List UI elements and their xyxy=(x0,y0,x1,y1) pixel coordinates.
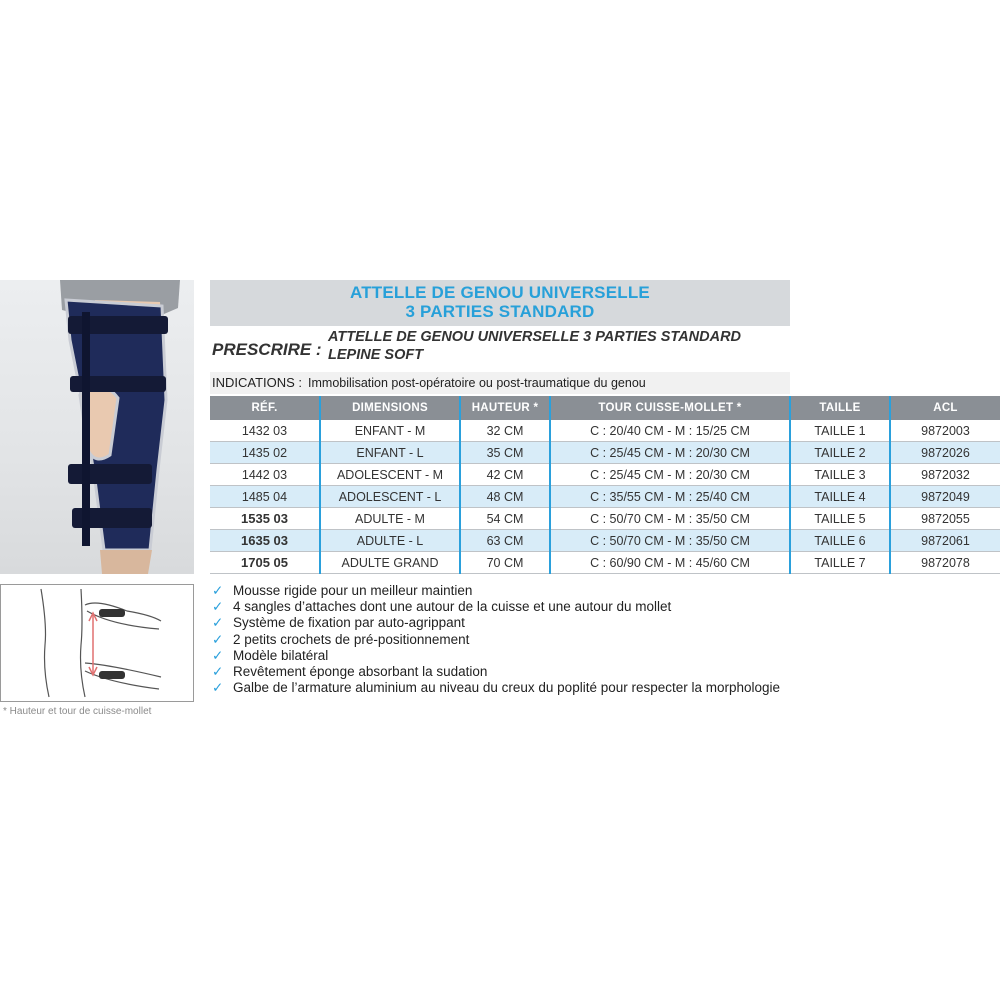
cell-ref: 1435 02 xyxy=(210,442,320,464)
check-icon: ✓ xyxy=(212,631,224,647)
header-acl: ACL xyxy=(890,396,1000,420)
cell-dimensions: ADULTE - L xyxy=(320,530,460,552)
cell-tour: C : 25/45 CM - M : 20/30 CM xyxy=(550,442,790,464)
cell-acl: 9872049 xyxy=(890,486,1000,508)
cell-taille: TAILLE 6 xyxy=(790,530,890,552)
cell-hauteur: 63 CM xyxy=(460,530,550,552)
cell-dimensions: ENFANT - L xyxy=(320,442,460,464)
feature-text: 4 sangles d’attaches dont une autour de la cuisse et une autour du mollet xyxy=(233,599,672,615)
list-item xyxy=(212,648,780,664)
indications-label: INDICATIONS : xyxy=(212,375,303,390)
cell-tour: C : 25/45 CM - M : 20/30 CM xyxy=(550,464,790,486)
prescrire-text xyxy=(328,328,741,364)
cell-tour: C : 20/40 CM - M : 15/25 CM xyxy=(550,420,790,442)
measurement-illustration xyxy=(0,584,194,702)
check-icon: ✓ xyxy=(212,664,224,680)
cell-tour: C : 60/90 CM - M : 45/60 CM xyxy=(550,552,790,574)
cell-acl: 9872061 xyxy=(890,530,1000,552)
cell-ref: 1485 04 xyxy=(210,486,320,508)
features-list xyxy=(212,583,780,696)
cell-dimensions: ADULTE GRAND xyxy=(320,552,460,574)
cell-acl: 9872032 xyxy=(890,464,1000,486)
product-title xyxy=(210,280,790,326)
cell-acl: 9872026 xyxy=(890,442,1000,464)
table-row xyxy=(210,464,1000,486)
cell-dimensions: ADULTE - M xyxy=(320,508,460,530)
cell-dimensions: ENFANT - M xyxy=(320,420,460,442)
table-row xyxy=(210,552,1000,574)
product-photo xyxy=(0,280,194,574)
leg-measure-drawing xyxy=(1,585,193,701)
header-tour: TOUR CUISSE-MOLLET * xyxy=(550,396,790,420)
cell-acl: 9872055 xyxy=(890,508,1000,530)
feature-text: Galbe de l’armature aluminium au niveau du creux du poplité pour respecter la morphologie xyxy=(233,680,781,696)
header-taille: TAILLE xyxy=(790,396,890,420)
cell-taille: TAILLE 1 xyxy=(790,420,890,442)
cell-taille: TAILLE 3 xyxy=(790,464,890,486)
header-hauteur: HAUTEUR * xyxy=(460,396,550,420)
size-table xyxy=(210,396,1000,574)
table-row xyxy=(210,530,1000,552)
list-item xyxy=(212,680,780,696)
knee-brace-illustration xyxy=(0,280,194,574)
table-row xyxy=(210,442,1000,464)
list-item xyxy=(212,632,780,648)
indications-row xyxy=(210,372,790,394)
cell-hauteur: 42 CM xyxy=(460,464,550,486)
illustration-caption: * Hauteur et tour de cuisse-mollet xyxy=(3,706,152,717)
table-header-row xyxy=(210,396,1000,420)
feature-text: 2 petits crochets de pré-positionnement xyxy=(233,631,470,647)
cell-tour: C : 50/70 CM - M : 35/50 CM xyxy=(550,530,790,552)
prescrire-block xyxy=(210,326,790,372)
table-row xyxy=(210,508,1000,530)
cell-taille: TAILLE 2 xyxy=(790,442,890,464)
table-row xyxy=(210,486,1000,508)
header-ref: RÉF. xyxy=(210,396,320,420)
check-icon: ✓ xyxy=(212,599,224,615)
list-item xyxy=(212,664,780,680)
cell-hauteur: 32 CM xyxy=(460,420,550,442)
check-icon: ✓ xyxy=(212,615,224,631)
check-icon: ✓ xyxy=(212,680,224,696)
cell-taille: TAILLE 4 xyxy=(790,486,890,508)
feature-text: Modèle bilatéral xyxy=(233,647,329,663)
cell-hauteur: 48 CM xyxy=(460,486,550,508)
check-icon: ✓ xyxy=(212,647,224,663)
cell-hauteur: 35 CM xyxy=(460,442,550,464)
check-icon: ✓ xyxy=(212,583,224,598)
cell-taille: TAILLE 7 xyxy=(790,552,890,574)
cell-tour: C : 50/70 CM - M : 35/50 CM xyxy=(550,508,790,530)
list-item xyxy=(212,615,780,631)
title-line-2: 3 PARTIES STANDARD xyxy=(405,302,595,321)
cell-tour: C : 35/55 CM - M : 25/40 CM xyxy=(550,486,790,508)
cell-dimensions: ADOLESCENT - M xyxy=(320,464,460,486)
header-dimensions: DIMENSIONS xyxy=(320,396,460,420)
cell-acl: 9872078 xyxy=(890,552,1000,574)
cell-ref: 1535 03 xyxy=(210,508,320,530)
table-row xyxy=(210,420,1000,442)
feature-text: Mousse rigide pour un meilleur maintien xyxy=(233,583,473,598)
cell-acl: 9872003 xyxy=(890,420,1000,442)
cell-ref: 1705 05 xyxy=(210,552,320,574)
prescrire-line-1: ATTELLE DE GENOU UNIVERSELLE 3 PARTIES STANDARD xyxy=(328,329,742,345)
title-line-1: ATTELLE DE GENOU UNIVERSELLE xyxy=(350,283,650,302)
indications-text: Immobilisation post-opératoire ou post-traumatique du genou xyxy=(308,376,646,390)
cell-ref: 1442 03 xyxy=(210,464,320,486)
cell-hauteur: 70 CM xyxy=(460,552,550,574)
prescrire-label: PRESCRIRE : xyxy=(212,340,322,359)
feature-text: Revêtement éponge absorbant la sudation xyxy=(233,664,488,680)
cell-taille: TAILLE 5 xyxy=(790,508,890,530)
list-item xyxy=(212,583,780,599)
cell-ref: 1432 03 xyxy=(210,420,320,442)
cell-dimensions: ADOLESCENT - L xyxy=(320,486,460,508)
feature-text: Système de fixation par auto-agrippant xyxy=(233,615,465,631)
cell-ref: 1635 03 xyxy=(210,530,320,552)
cell-hauteur: 54 CM xyxy=(460,508,550,530)
prescrire-line-2: LEPINE SOFT xyxy=(328,347,424,363)
list-item xyxy=(212,599,780,615)
